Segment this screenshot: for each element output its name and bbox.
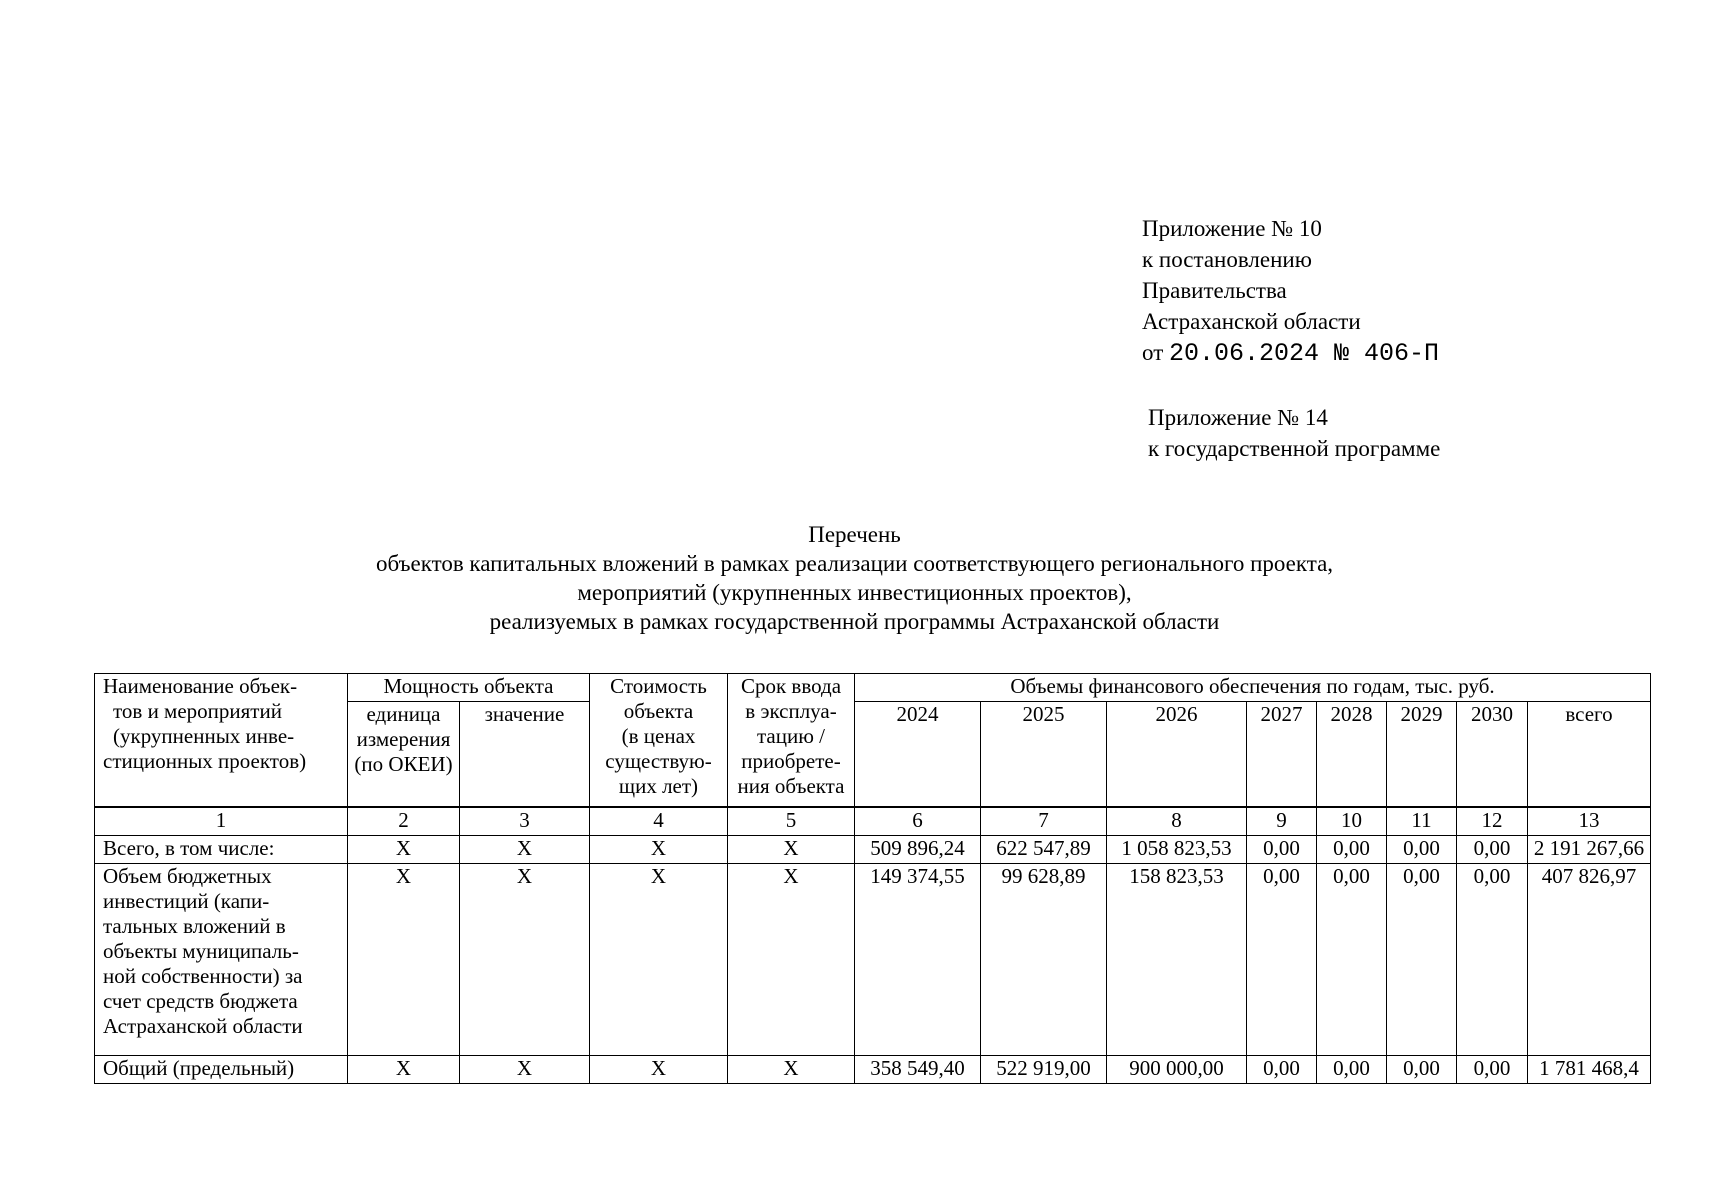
row-amount: 0,00 bbox=[1457, 836, 1528, 864]
decree-date-number: 20.06.2024 № 406-П bbox=[1169, 339, 1440, 368]
heading-line: реализуемых в рамках государственной программы Астраханской области bbox=[489, 609, 1220, 634]
header-row-1 bbox=[95, 674, 1651, 702]
row-amount: 900 000,00 bbox=[1107, 1056, 1247, 1084]
row-amount: 358 549,40 bbox=[855, 1056, 981, 1084]
row-term: X bbox=[728, 864, 855, 1056]
column-number: 8 bbox=[1107, 807, 1247, 836]
column-number: 9 bbox=[1247, 807, 1317, 836]
row-name: Общий (предельный) bbox=[95, 1056, 348, 1084]
appendix-line: к государственной программе bbox=[1148, 436, 1441, 461]
row-amount: 0,00 bbox=[1387, 864, 1457, 1056]
appendix-line: Правительства bbox=[1142, 278, 1287, 303]
column-number: 1 bbox=[95, 807, 348, 836]
column-number: 2 bbox=[348, 807, 460, 836]
row-amount: 149 374,55 bbox=[855, 864, 981, 1056]
header-year: 2025 bbox=[981, 702, 1107, 808]
column-number: 11 bbox=[1387, 807, 1457, 836]
column-number: 4 bbox=[590, 807, 728, 836]
appendix-line: Приложение № 14 bbox=[1148, 405, 1328, 430]
row-amount: 522 919,00 bbox=[981, 1056, 1107, 1084]
heading-line: Перечень bbox=[808, 522, 901, 547]
program-appendix-header bbox=[1148, 402, 1440, 464]
row-amount: 0,00 bbox=[1317, 1056, 1387, 1084]
header-total: всего bbox=[1528, 702, 1651, 808]
row-value: X bbox=[460, 864, 590, 1056]
table-row bbox=[95, 864, 1651, 1056]
column-number: 5 bbox=[728, 807, 855, 836]
header-funding: Объемы финансового обеспечения по годам, тыс. руб. bbox=[855, 674, 1651, 702]
row-amount-total: 1 781 468,4 bbox=[1528, 1056, 1651, 1084]
row-value: X bbox=[460, 1056, 590, 1084]
row-amount: 0,00 bbox=[1317, 836, 1387, 864]
row-amount: 0,00 bbox=[1247, 864, 1317, 1056]
header-year: 2024 bbox=[855, 702, 981, 808]
heading-line: объектов капитальных вложений в рамках реализации соответствующего регионального проекта, bbox=[375, 551, 1334, 576]
row-amount: 0,00 bbox=[1247, 1056, 1317, 1084]
row-amount: 1 058 823,53 bbox=[1107, 836, 1247, 864]
header-capacity: Мощность объекта bbox=[348, 674, 590, 702]
column-number: 7 bbox=[981, 807, 1107, 836]
row-cost: X bbox=[590, 864, 728, 1056]
table-row bbox=[95, 836, 1651, 864]
column-number: 13 bbox=[1528, 807, 1651, 836]
row-amount: 509 896,24 bbox=[855, 836, 981, 864]
header-year: 2027 bbox=[1247, 702, 1317, 808]
date-prefix: от bbox=[1142, 340, 1164, 365]
capital-investment-table bbox=[94, 673, 1651, 1084]
appendix-line: Астраханской области bbox=[1142, 309, 1361, 334]
column-number: 10 bbox=[1317, 807, 1387, 836]
header-object-name: Наименование объек- тов и мероприятий (укрупненных инве- стиционных проектов) bbox=[95, 674, 348, 808]
appendix-line: Приложение № 10 bbox=[1142, 216, 1322, 241]
column-number-row bbox=[95, 807, 1651, 836]
column-number: 6 bbox=[855, 807, 981, 836]
header-year: 2030 bbox=[1457, 702, 1528, 808]
column-number: 12 bbox=[1457, 807, 1528, 836]
header-year: 2026 bbox=[1107, 702, 1247, 808]
row-amount-total: 407 826,97 bbox=[1528, 864, 1651, 1056]
appendix-header bbox=[1142, 213, 1439, 369]
header-commission-term: Срок ввода в эксплуа- тацию / приобрете- ния объекта bbox=[728, 674, 855, 808]
row-unit: X bbox=[348, 836, 460, 864]
row-amount: 622 547,89 bbox=[981, 836, 1107, 864]
row-amount: 0,00 bbox=[1247, 836, 1317, 864]
row-amount: 0,00 bbox=[1387, 1056, 1457, 1084]
header-year: 2029 bbox=[1387, 702, 1457, 808]
row-unit: X bbox=[348, 864, 460, 1056]
row-cost: X bbox=[590, 836, 728, 864]
row-name: Объем бюджетных инвестиций (капи- тальных вложений в объекты муниципаль- ной собственности) за счет средств бюджета Астраханской области bbox=[95, 864, 348, 1056]
appendix-date-line bbox=[1142, 337, 1439, 369]
row-amount: 0,00 bbox=[1317, 864, 1387, 1056]
row-unit: X bbox=[348, 1056, 460, 1084]
header-unit: единица измерения (по ОКЕИ) bbox=[348, 702, 460, 808]
row-name: Всего, в том числе: bbox=[95, 836, 348, 864]
header-cost: Стоимость объекта (в ценах существую- щих лет) bbox=[590, 674, 728, 808]
header-value: значение bbox=[460, 702, 590, 808]
column-number: 3 bbox=[460, 807, 590, 836]
row-amount-total: 2 191 267,66 bbox=[1528, 836, 1651, 864]
row-cost: X bbox=[590, 1056, 728, 1084]
row-amount: 0,00 bbox=[1457, 864, 1528, 1056]
row-amount: 0,00 bbox=[1457, 1056, 1528, 1084]
row-amount: 0,00 bbox=[1387, 836, 1457, 864]
header-year: 2028 bbox=[1317, 702, 1387, 808]
row-amount: 158 823,53 bbox=[1107, 864, 1247, 1056]
appendix-line: к постановлению bbox=[1142, 247, 1312, 272]
row-value: X bbox=[460, 836, 590, 864]
row-term: X bbox=[728, 836, 855, 864]
heading-line: мероприятий (укрупненных инвестиционных проектов), bbox=[577, 580, 1132, 605]
row-amount: 99 628,89 bbox=[981, 864, 1107, 1056]
table-row bbox=[95, 1056, 1651, 1084]
document-heading bbox=[160, 520, 1549, 636]
row-term: X bbox=[728, 1056, 855, 1084]
